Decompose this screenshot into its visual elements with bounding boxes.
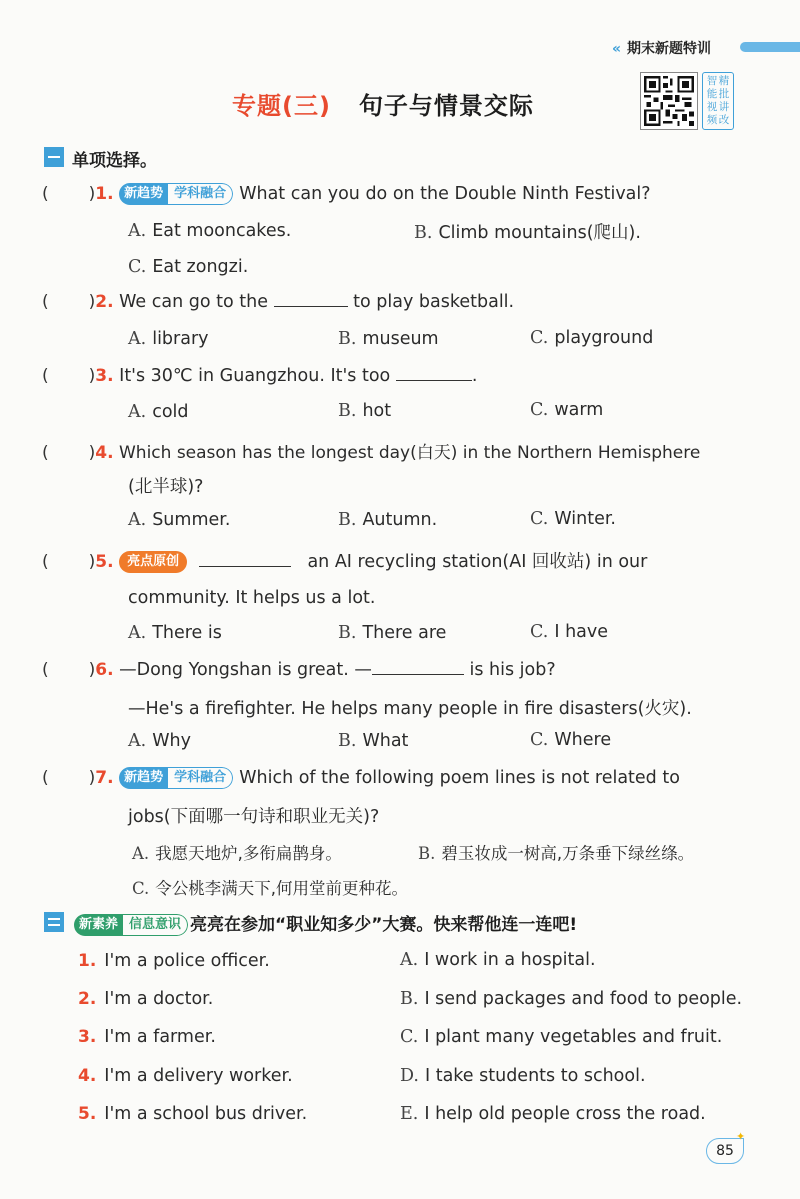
option-2a[interactable]: A. library — [128, 329, 209, 349]
header-accent-bar — [740, 42, 800, 52]
question-5-cont: community. It helps us a lot. — [128, 588, 376, 608]
match-right-e[interactable]: E. I help old people cross the road. — [400, 1104, 706, 1124]
question-4-cont: (北半球)? — [128, 477, 204, 497]
title-main: 句子与情景交际 — [358, 92, 534, 120]
option-5c[interactable]: C. I have — [530, 622, 609, 642]
question-1: ( )1. 新趋势 学科融合 What can you do on the Double Ninth Festival? — [42, 184, 651, 204]
question-5: ( )5. 亮点原创 an AI recycling station(AI 回收站) in our — [42, 552, 648, 572]
question-6-cont: —He's a firefighter. He helps many people in fire disasters(火灾). — [128, 699, 692, 719]
tag-original: 亮点原创 — [119, 551, 187, 573]
question-2: ( )2. We can go to the to play basketball. — [42, 292, 515, 312]
option-3b[interactable]: B. hot — [338, 401, 392, 421]
option-5a[interactable]: A. There is — [128, 623, 222, 643]
match-right-a[interactable]: A. I work in a hospital. — [400, 950, 596, 970]
title-prefix: 专题(三) — [232, 92, 331, 120]
match-left-4[interactable]: 4. I'm a delivery worker. — [78, 1066, 293, 1086]
fill-blank-3[interactable] — [396, 367, 472, 381]
option-2c[interactable]: C. playground — [530, 328, 654, 348]
header-text: 期末新题特训 — [627, 41, 712, 57]
star-icon: ✦ — [736, 1130, 746, 1143]
option-5b[interactable]: B. There are — [338, 623, 447, 643]
qr-label: 智 能 视 频 精 批 讲 改 — [702, 72, 734, 130]
header-label — [612, 38, 711, 58]
option-7c[interactable]: C. 令公桃李满天下,何用堂前更种花。 — [132, 879, 409, 898]
option-3c[interactable]: C. warm — [530, 400, 604, 420]
match-right-c[interactable]: C. I plant many vegetables and fruit. — [400, 1027, 723, 1047]
section-one-title: 单项选择。 — [72, 151, 157, 171]
option-4c[interactable]: C. Winter. — [530, 509, 616, 529]
match-right-d[interactable]: D. I take students to school. — [400, 1066, 646, 1086]
page-number: 85 — [706, 1138, 744, 1164]
option-6a[interactable]: A. Why — [128, 731, 191, 751]
option-7a[interactable]: A. 我愿天地炉,多衔扁鹊身。 — [132, 844, 342, 863]
question-4: ( )4. Which season has the longest day(白天) in the Northern Hemisphere — [42, 443, 701, 463]
fill-blank-5[interactable] — [199, 553, 291, 567]
question-7: ( )7. 新趋势 学科融合 Which of the following poem lines is not related to — [42, 768, 680, 788]
option-1c[interactable]: C. Eat zongzi. — [128, 257, 249, 277]
option-6c[interactable]: C. Where — [530, 730, 612, 750]
fill-blank-6[interactable] — [372, 661, 464, 675]
double-chevron-icon: « — [612, 41, 622, 57]
section-one-badge-icon — [44, 147, 64, 167]
question-6: ( )6. —Dong Yongshan is great. — is his job? — [42, 660, 556, 680]
option-4b[interactable]: B. Autumn. — [338, 510, 438, 530]
option-3a[interactable]: A. cold — [128, 402, 189, 422]
question-7-cont: jobs(下面哪一句诗和职业无关)? — [128, 807, 380, 827]
option-2b[interactable]: B. museum — [338, 329, 439, 349]
option-6b[interactable]: B. What — [338, 731, 409, 751]
page-title — [232, 86, 534, 121]
tag-new-trend: 新趋势 学科融合 — [119, 767, 233, 789]
tag-new-literacy: 新素养 信息意识 — [74, 914, 188, 936]
match-left-1[interactable]: 1. I'm a police officer. — [78, 951, 270, 971]
match-left-3[interactable]: 3. I'm a farmer. — [78, 1027, 216, 1047]
match-right-b[interactable]: B. I send packages and food to people. — [400, 989, 743, 1009]
match-left-2[interactable]: 2. I'm a doctor. — [78, 989, 214, 1009]
section-two-title: 新素养 信息意识 亮亮在参加“职业知多少”大赛。快来帮他连一连吧! — [74, 910, 577, 936]
option-4a[interactable]: A. Summer. — [128, 510, 231, 530]
option-1a[interactable]: A. Eat mooncakes. — [128, 221, 292, 241]
tag-new-trend: 新趋势 学科融合 — [119, 183, 233, 205]
fill-blank-2[interactable] — [274, 293, 348, 307]
question-3: ( )3. It's 30℃ in Guangzhou. It's too . — [42, 366, 478, 386]
option-1b[interactable]: B. Climb mountains(爬山). — [414, 223, 641, 243]
option-7b[interactable]: B. 碧玉妆成一树高,万条垂下绿丝绦。 — [418, 844, 695, 863]
section-two-badge-icon — [44, 912, 64, 932]
qr-code-icon[interactable] — [640, 72, 698, 130]
match-left-5[interactable]: 5. I'm a school bus driver. — [78, 1104, 308, 1124]
